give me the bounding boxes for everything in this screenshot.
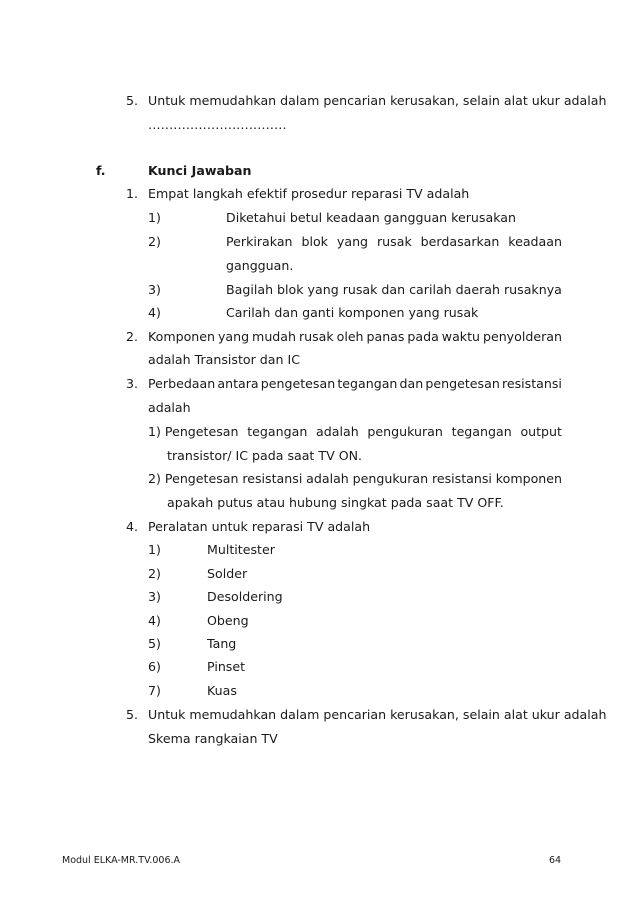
q5-text: Untuk memudahkan dalam pencarian kerusakan, selain alat ukur adalah (148, 707, 607, 722)
word: adalah (316, 424, 359, 439)
word: keadaan (508, 234, 562, 249)
q2-text-justified (148, 329, 562, 345)
word: rusak (298, 329, 334, 344)
tool-name: Obeng (207, 613, 249, 628)
q1-step-number: 1) (148, 210, 161, 225)
item5-prev-number: 5. (126, 93, 139, 108)
word: dan (399, 376, 424, 391)
tool-number: 7) (148, 683, 161, 698)
footer-module-code: Modul ELKA-MR.TV.006.A (62, 855, 181, 866)
q1-step-text-justified (226, 234, 562, 250)
tool-name: Kuas (207, 683, 237, 698)
q5-answer: Skema rangkaian TV (148, 731, 278, 746)
word: berdasarkan (420, 234, 500, 249)
q3-number: 3. (126, 376, 139, 391)
word: pada (407, 329, 439, 344)
tool-name: Multitester (207, 542, 275, 557)
tool-number: 6) (148, 659, 161, 674)
tool-number: 5) (148, 636, 161, 651)
q2-number: 2. (126, 329, 139, 344)
q1-step-number: 4) (148, 305, 161, 320)
q1-step-text: Diketahui betul keadaan gangguan kerusakan (226, 210, 516, 225)
section-title: Kunci Jawaban (148, 163, 252, 178)
q4-text: Peralatan untuk reparasi TV adalah (148, 519, 371, 534)
footer-page-number: 64 (549, 855, 562, 866)
word: Perbedaan (148, 376, 216, 391)
q3-sub-item-justified (148, 471, 562, 487)
q4-number: 4. (126, 519, 139, 534)
word: blok (301, 234, 328, 249)
word: tegangan (451, 424, 512, 439)
q1-number: 1. (126, 186, 139, 201)
word: output (520, 424, 562, 439)
word: 1) Pengetesan (148, 424, 239, 439)
word: yang (217, 329, 250, 344)
q3-text-justified (148, 376, 562, 392)
q2-continuation: adalah Transistor dan IC (148, 352, 300, 367)
word: panas (366, 329, 405, 344)
word: adalah (306, 471, 349, 486)
word: rusak (377, 234, 412, 249)
word: mudah (252, 329, 296, 344)
q1-text: Empat langkah efektif prosedur reparasi TV adalah (148, 186, 470, 201)
word: tegangan (337, 376, 398, 391)
word: antara (217, 376, 259, 391)
q1-step-continuation: gangguan. (226, 258, 294, 273)
word: resistansi (431, 471, 492, 486)
tool-name: Solder (207, 566, 248, 581)
word: tegangan (247, 424, 308, 439)
word: resistansi (501, 376, 562, 391)
q1-step-text: Bagilah blok yang rusak dan carilah daerah rusaknya (226, 282, 562, 297)
section-letter: f. (96, 163, 106, 178)
word: oleh (336, 329, 364, 344)
q1-step-text: Carilah dan ganti komponen yang rusak (226, 305, 479, 320)
q1-step-number: 3) (148, 282, 161, 297)
word: resistansi (242, 471, 303, 486)
word: komponen (495, 471, 562, 486)
tool-number: 4) (148, 613, 161, 628)
item5-prev-text: Untuk memudahkan dalam pencarian kerusakan, selain alat ukur adalah (148, 93, 607, 108)
q5-number: 5. (126, 707, 139, 722)
tool-name: Tang (207, 636, 237, 651)
tool-name: Desoldering (207, 589, 283, 604)
word: penyolderan (482, 329, 562, 344)
word: yang (336, 234, 369, 249)
word: pengetesan (425, 376, 500, 391)
q3-continuation: adalah (148, 400, 191, 415)
tool-number: 3) (148, 589, 161, 604)
word: pengukuran (352, 471, 429, 486)
word: pengukuran (367, 424, 443, 439)
q3-sub-continuation: apakah putus atau hubung singkat pada saat TV OFF. (167, 495, 504, 510)
item5-prev-blank: …………………………… (148, 117, 287, 132)
word: 2) Pengetesan (148, 471, 239, 486)
q3-sub-continuation: transistor/ IC pada saat TV ON. (167, 448, 363, 463)
tool-number: 1) (148, 542, 161, 557)
q1-step-number: 2) (148, 234, 161, 249)
word: pengetesan (260, 376, 336, 391)
tool-name: Pinset (207, 659, 246, 674)
tool-number: 2) (148, 566, 161, 581)
word: Komponen (148, 329, 216, 344)
word: waktu (441, 329, 481, 344)
word: Perkirakan (226, 234, 293, 249)
q3-sub-item-justified (148, 424, 562, 440)
